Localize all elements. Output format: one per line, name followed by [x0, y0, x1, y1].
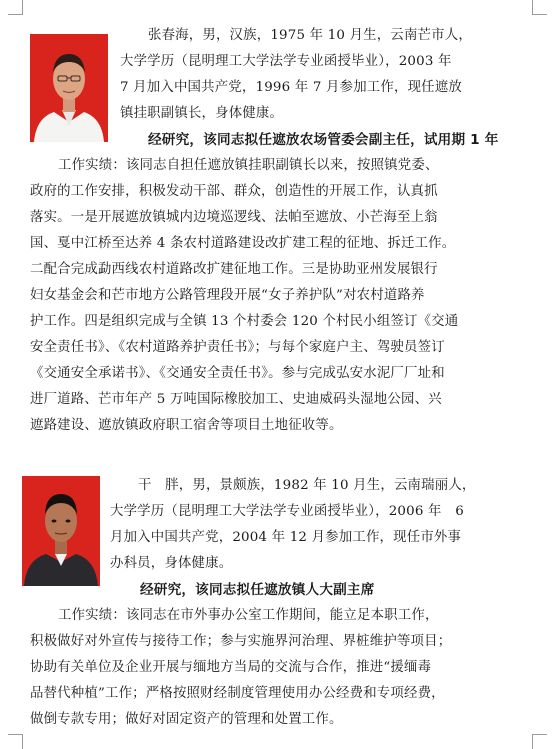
person2-bio-line-3: 月加入中国共产党，2004 年 12 月参加工作，现任市外事 — [110, 530, 462, 545]
person1-achievement-line-2: 政府的工作安排，积极发动干部、群众，创造性的开展工作，认真抓 — [30, 184, 438, 199]
crop-mark-top-left — [8, 0, 23, 15]
person1-achievement-line-7: 护工作。四是组织完成与全镇 13 个村委会 120 个村民小组签订《交通 — [30, 314, 459, 329]
person1-achievement-line-6: 妇女基金会和芒市地方公路管理段开展“女子养护队”对农村道路养 — [30, 288, 425, 303]
person2-bio-line-2: 大学学历（昆明理工大学法学专业函授毕业），2006 年 6 — [110, 504, 464, 519]
person1-achievement-line-5: 二配合完成勐西线农村道路改扩建征地工作。三是协助亚州发展银行 — [30, 262, 438, 277]
person1-bio-line-3: 7 月加入中国共产党，1996 年 7 月参加工作，现任遮放 — [120, 80, 462, 95]
person1-achievement-line-11: 遮路建设、遮放镇政府职工宿舍等项目土地征收等。 — [30, 418, 343, 433]
person2-achievement-line-4: 品替代种植”工作；严格按照财经制度管理使用办公经费和专项经费， — [30, 686, 445, 701]
person1-bio-line-2: 大学学历（昆明理工大学法学专业函授毕业），2003 年 — [120, 54, 452, 69]
person1-achievement-line-9: 《交通安全承诺书》、《交通安全责任书》。参与完成弘安水泥厂厂址和 — [30, 366, 445, 381]
crop-mark-bottom-left — [8, 734, 23, 749]
person2-achievement-line-5: 做倒专款专用；做好对固定资产的管理和处置工作。 — [30, 712, 343, 727]
person1-achievement-line-10: 进厂道路、芒市年产 5 万吨国际橡胶加工、史迪威码头湿地公园、兴 — [30, 392, 442, 407]
person2-achievement-line-2: 积极做好对外宣传与接待工作；参与实施界河治理、界桩维护等项目； — [30, 634, 452, 649]
person1-bio-line-4: 镇挂职副镇长，身体健康。 — [120, 106, 284, 121]
person2-achievement-line-3: 协助有关单位及企业开展与缅地方当局的交流与合作，推进“援缅毒 — [30, 660, 432, 675]
portrait-photo-2 — [22, 476, 100, 586]
person1-achievement-line-8: 安全责任书》、《农村道路养护责任书》；与每个家庭户主、驾驶员签订 — [30, 340, 445, 355]
person2-decision: 经研究，该同志拟任遮放镇人大副主席 — [140, 582, 375, 598]
person1-achievement-line-1: 工作实绩：该同志自担任遮放镇挂职副镇长以来，按照镇党委、 — [58, 158, 439, 173]
person1-achievement-line-3: 落实。一是开展遮放镇城内边境巡逻线、法帕至遮放、小芒海至上翁 — [30, 210, 438, 225]
portrait-photo-1 — [30, 34, 108, 142]
person1-bio-line-1: 张春海，男，汉族，1975 年 10 月生，云南芒市人， — [148, 28, 472, 43]
person2-bio-line-1: 干 胖，男，景颇族，1982 年 10 月生，云南瑞丽人， — [138, 478, 476, 493]
person1-decision: 经研究，该同志拟任遮放农场管委会副主任，试用期 1 年 — [148, 132, 499, 148]
person2-achievement-line-1: 工作实绩：该同志在市外事办公室工作期间，能立足本职工作， — [58, 608, 439, 623]
crop-mark-bottom-right — [532, 734, 547, 749]
crop-mark-top-right — [532, 0, 547, 15]
person2-bio-line-4: 办科员，身体健康。 — [110, 556, 233, 571]
person1-achievement-line-4: 国、戛中江桥至达养 4 条农村道路建设改扩建工程的征地、拆迁工作。 — [30, 236, 456, 251]
